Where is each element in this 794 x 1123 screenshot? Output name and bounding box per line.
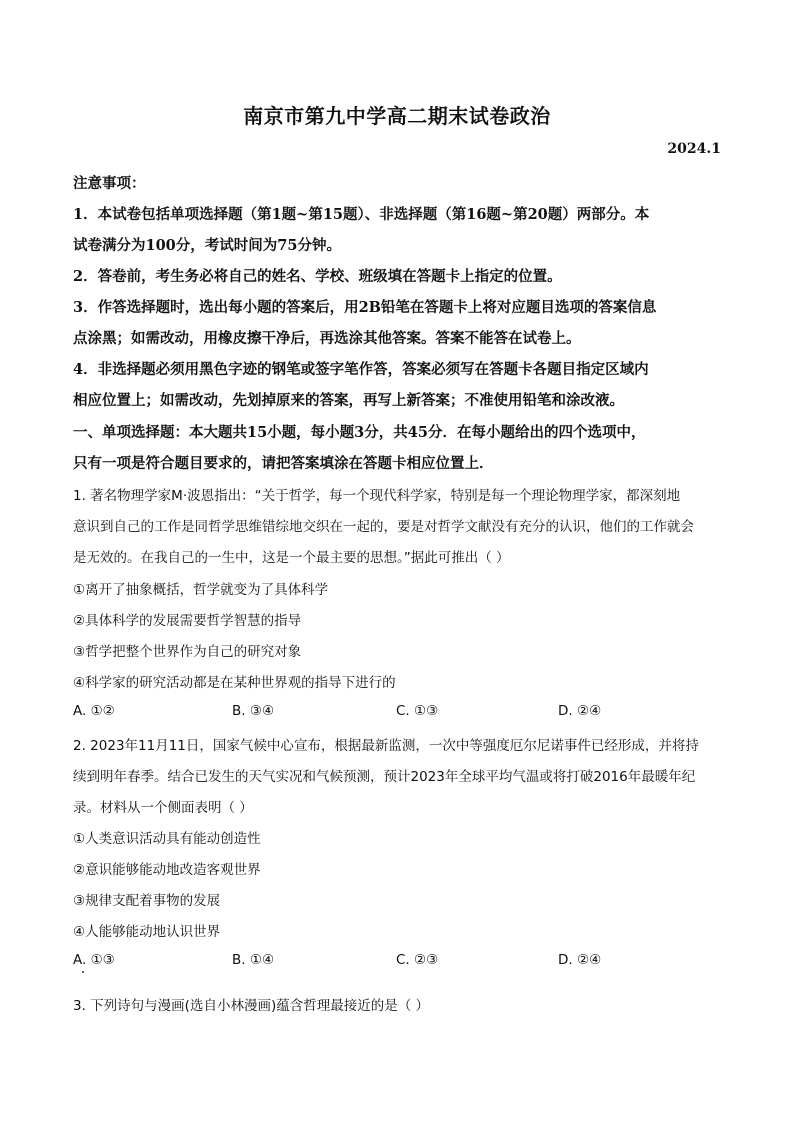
section-heading: 一、单项选择题：本大题共15小题，每小题3分，共45分．在每小题给出的四个选项中， [73,424,646,441]
question-2-item: ②意识能够能动地改造客观世界 [73,862,261,878]
question-2-item: ④人能够能动地认识世界 [73,924,221,940]
section-heading: 只有一项是符合题目要求的，请把答案填涂在答题卡相应位置上． [73,455,494,472]
question-2-item: ①人类意识活动具有能动创造性 [73,831,261,847]
notice-line: 点涂黑；如需改动，用橡皮擦干净后，再选涂其他答案。答案不能答在试卷上。 [73,330,581,347]
question-2-option-c: C. ②③ [396,952,439,968]
question-1-item: ③哲学把整个世界作为自己的研究对象 [73,644,302,660]
question-1-stem: 1. 著名物理学家M·波恩指出：“关于哲学，每一个现代科学家，特别是每一个理论物理学家，都深刻地 [73,488,681,504]
question-2-stem: 录。材料从一个侧面表明（ ） [73,800,253,816]
notice-line: 相应位置上；如需改动，先划掉原来的答案，再写上新答案；不准使用铅笔和涂改液。 [73,392,624,409]
question-3-stem: 3. 下列诗句与漫画(选自小林漫画)蕴含哲理最接近的是（ ） [73,998,429,1014]
question-1-item: ①离开了抽象概括，哲学就变为了具体科学 [73,582,329,598]
question-2-stem: 2. 2023年11月11日，国家气候中心宣布，根据最新监测，一次中等强度厄尔尼诺事件已经形成，并将持 [73,738,699,754]
notice-line: 1．本试卷包括单项选择题（第1题~第15题）、非选择题（第16题~第20题）两部分。本 [73,206,650,223]
question-2-item: ③规律支配着事物的发展 [73,893,221,909]
question-1-option-d: D. ②④ [558,703,602,719]
notice-line: 4．非选择题必须用黑色字迹的钢笔或签字笔作答，答案必须写在答题卡各题目指定区域内 [73,361,649,378]
question-1-item: ②具体科学的发展需要哲学智慧的指导 [73,613,302,629]
question-1-option-b: B. ③④ [232,703,275,719]
question-1-stem: 意识到自己的工作是同哲学思维错综地交织在一起的，要是对哲学文献没有充分的认识，他们的工作就会 [73,519,694,535]
notice-line: 2．答卷前，考生务必将自己的姓名、学校、班级填在答题卡上指定的位置。 [73,268,562,285]
question-1-option-a: A. ①② [73,703,115,719]
notice-line: 试卷满分为100分，考试时间为75分钟。 [73,237,341,254]
exam-title: 南京市第九中学高二期末试卷政治 [243,104,551,128]
question-2-option-a: A. ①③ [73,952,115,968]
question-2-option-d: D. ②④ [558,952,602,968]
question-1-stem: 是无效的。在我自己的一生中，这是一个最主要的思想。”据此可推出（ ） [73,550,510,566]
question-2-stem: 续到明年春季。结合已发生的天气实况和气候预测，预计2023年全球平均气温或将打破2016年最暖年纪 [73,769,696,785]
notice-heading: 注意事项： [73,175,146,192]
stray-dot [82,971,84,973]
exam-date: 2024.1 [667,141,721,157]
notice-line: 3．作答选择题时，选出每小题的答案后，用2B铅笔在答题卡上将对应题目选项的答案信息 [73,299,657,316]
question-2-option-b: B. ①④ [232,952,275,968]
question-1-option-c: C. ①③ [396,703,439,719]
question-1-item: ④科学家的研究活动都是在某种世界观的指导下进行的 [73,675,396,691]
